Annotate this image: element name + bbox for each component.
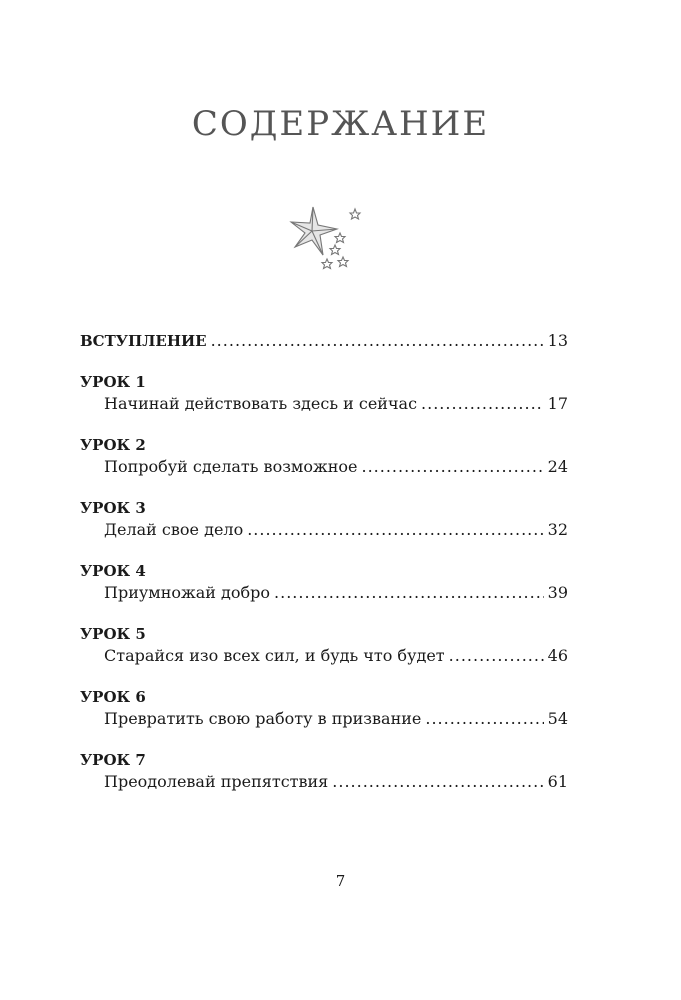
lesson-heading: УРОК 4 — [80, 562, 146, 580]
dot-leader — [361, 456, 543, 478]
toc-lesson-5 — [80, 623, 568, 667]
toc-entry — [80, 519, 568, 541]
toc-entry-label: Преодолевай препятствия — [104, 772, 329, 791]
toc-lesson-4 — [80, 560, 568, 604]
lesson-heading: УРОК 5 — [80, 625, 146, 643]
dot-leader — [274, 582, 544, 604]
lesson-heading: УРОК 2 — [80, 436, 146, 454]
toc-entry-intro — [80, 330, 568, 352]
lesson-heading: УРОК 1 — [80, 373, 146, 391]
toc-entry-label: Превратить свою работу в призвание — [104, 709, 422, 728]
dot-leader — [421, 393, 544, 415]
toc-entry-page: 24 — [547, 457, 568, 476]
toc-entry — [80, 393, 568, 415]
dot-leader — [332, 771, 543, 793]
dot-leader — [425, 708, 543, 730]
toc-entry-label: ВСТУПЛЕНИЕ — [80, 332, 207, 350]
page-title: СОДЕРЖАНИЕ — [191, 104, 490, 144]
toc-entry-label: Начинай действовать здесь и сейчас — [104, 394, 418, 413]
stars-icon — [285, 203, 365, 273]
toc-entry-label: Делай свое дело — [104, 520, 244, 539]
toc-entry — [80, 771, 568, 793]
toc-lesson-2 — [80, 434, 568, 478]
toc-lesson-3 — [80, 497, 568, 541]
toc-entry-page: 32 — [547, 520, 568, 539]
dot-leader — [211, 330, 544, 352]
toc-entry-page: 39 — [547, 583, 568, 602]
toc-entry-page: 13 — [547, 331, 568, 350]
toc-entry-page: 54 — [547, 709, 568, 728]
dot-leader — [247, 519, 543, 541]
toc-entry-page: 17 — [547, 394, 568, 413]
toc-entry — [80, 645, 568, 667]
dot-leader — [449, 645, 544, 667]
table-of-contents — [80, 330, 568, 793]
toc-entry-label: Приумножай добро — [104, 583, 271, 602]
lesson-heading: УРОК 3 — [80, 499, 146, 517]
toc-entry — [80, 582, 568, 604]
toc-entry — [80, 708, 568, 730]
toc-entry-label: Старайся изо всех сил, и будь что будет — [104, 646, 445, 665]
toc-entry-label: Попробуй сделать возможное — [104, 457, 358, 476]
toc-entry-page: 46 — [547, 646, 568, 665]
toc-lesson-1 — [80, 371, 568, 415]
toc-lesson-6 — [80, 686, 568, 730]
lesson-heading: УРОК 6 — [80, 688, 146, 706]
toc-entry-page: 61 — [547, 772, 568, 791]
toc-lesson-7 — [80, 749, 568, 793]
lesson-heading: УРОК 7 — [80, 751, 146, 769]
toc-entry — [80, 456, 568, 478]
page-number: 7 — [335, 872, 346, 890]
